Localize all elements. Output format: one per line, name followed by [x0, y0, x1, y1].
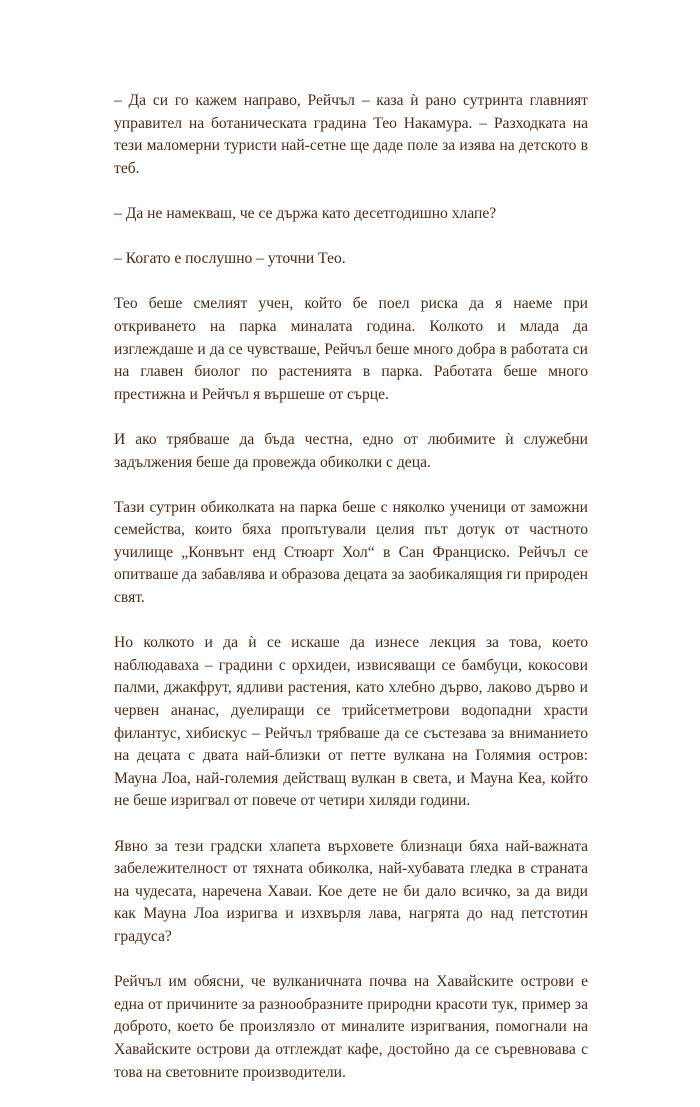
- paragraph: – Да не намекваш, че се държа като десетгодишно хлапе?: [114, 204, 497, 222]
- page-body: [114, 90, 588, 1107]
- paragraph: Рейчъл им обясни, че вулканичната почва на Хавайските острови е една от причините за разнообразните природни красоти тук, пример за доброто, което бе произлязло от миналите изригвания, помогнали на Хавайските острови да отглеждат кафе, достойно да се съревновава с това на световните производители.: [114, 973, 588, 1081]
- paragraph: Но колкото и да ѝ се искаше да изнесе лекция за това, което наблюдаваха – градини с орхидеи, извисяващи се бамбуци, кокосови палми, джакфрут, ядливи растения, като хлебно дърво, лаково дърво и червен ананас, дуелиращи се трийсетметрови водопадни храсти филантус, хибискус – Рейчъл трябваше да се състезава за вниманието на децата с двата най-близки от петте вулкана на Голямия остров: Мауна Лоа, най-големия действащ вулкан в света, и Мауна Кеа, който не беше изригвал от повече от четири хиляди години.: [114, 634, 588, 810]
- paragraph: Тази сутрин обиколката на парка беше с няколко ученици от заможни семейства, които бяха пропътували целия път дотук от частното училище „Конвънт енд Стюарт Хол“ в Сан Франциско. Рейчъл се опитваше да забавлява и образова децата за заобикалящия ги природен свят.: [114, 498, 588, 607]
- paragraph: Явно за тези градски хлапета върховете близнаци бяха най-важната забележителност от тяхната обиколка, най-хубавата гледка в страната на чудесата, наречена Хаваи. Кое дете не би дало всичко, за да види как Мауна Лоа изригва и изхвърля лава, нагрята до над петстотин градуса?: [114, 837, 588, 945]
- paragraph: Тео беше смелият учен, който бе поел риска да я наеме при откриването на парка миналата година. Колкото и млада да изглеждаше и да се чувстваше, Рейчъл беше много добра в работата си на главен биолог по растенията в парка. Работата беше много престижна и Рейчъл я вършеше от сърце.: [114, 295, 588, 403]
- paragraph: – Да си го кажем направо, Рейчъл – каза ѝ рано сутринта главният управител на ботаническата градина Тео Накамура. – Разходката на тези маломерни туристи най-сетне ще даде поле за изява на детското в теб.: [114, 92, 588, 177]
- paragraph: И ако трябваше да бъда честна, едно от любимите ѝ служебни задължения беше да провежда обиколки с деца.: [114, 430, 588, 471]
- paragraph: – Когато е послушно – уточни Тео.: [114, 250, 346, 268]
